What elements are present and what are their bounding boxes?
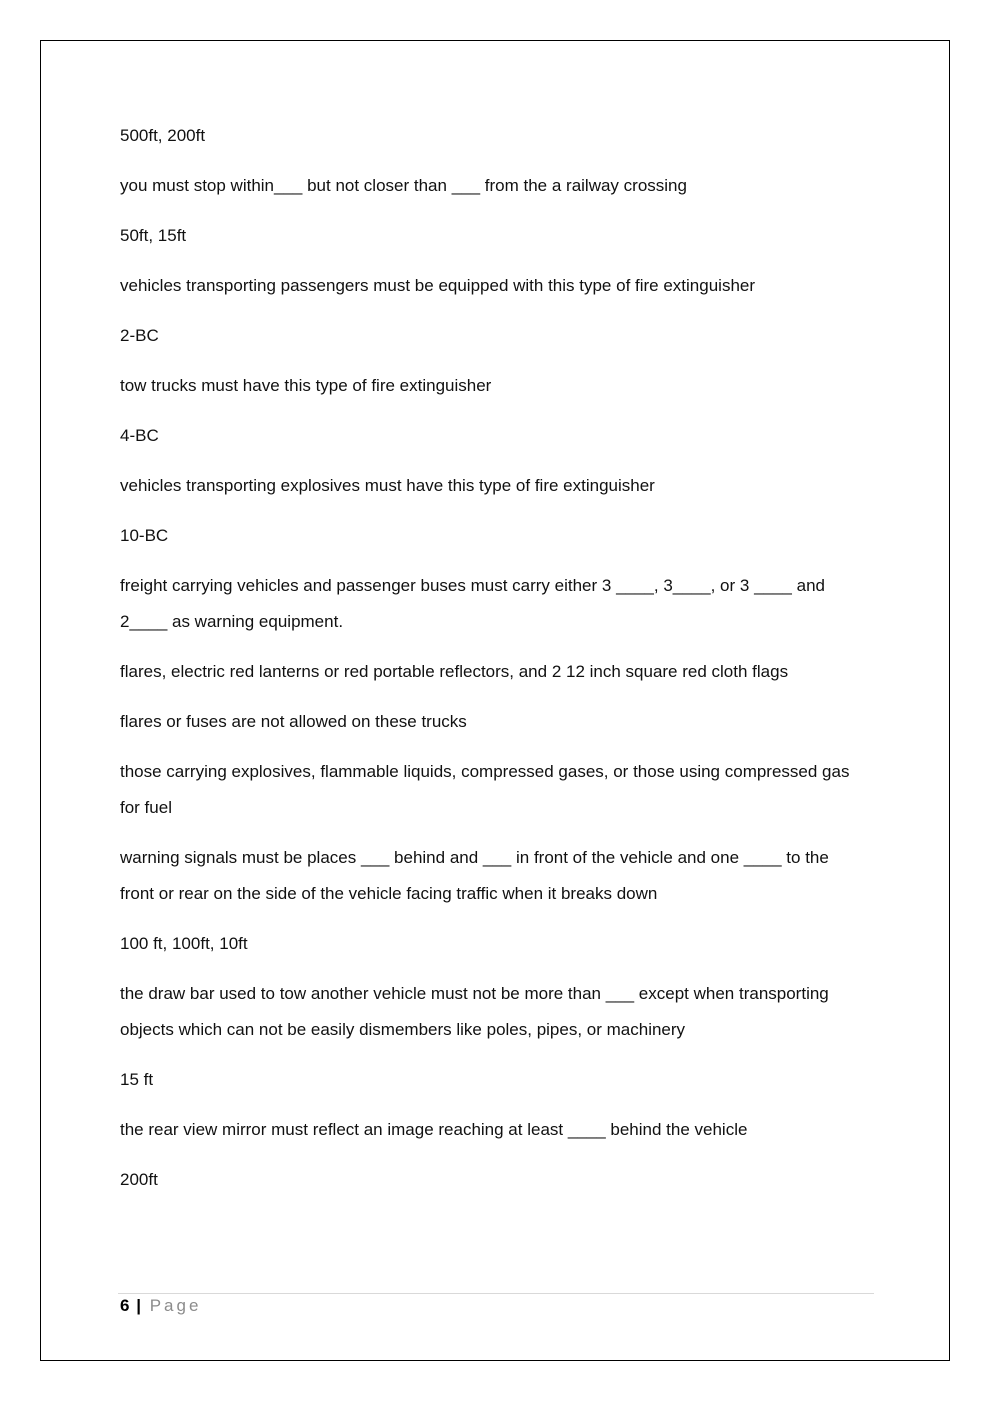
paragraph: 50ft, 15ft (120, 226, 187, 245)
paragraph: 500ft, 200ft (120, 126, 206, 145)
paragraph: 15 ft (120, 1070, 154, 1089)
paragraph: tow trucks must have this type of fire extinguisher (120, 376, 492, 395)
paragraph: vehicles transporting explosives must have this type of fire extinguisher (120, 476, 655, 495)
paragraph: freight carrying vehicles and passenger buses must carry either 3 ____, 3____, or 3 ____ and 2____ as warning equipment. (120, 576, 825, 631)
paragraph: 10-BC (120, 526, 169, 545)
page-number: 6 (120, 1296, 130, 1315)
footer-separator: | (136, 1296, 141, 1315)
paragraph: 4-BC (120, 426, 159, 445)
paragraph: 200ft (120, 1170, 158, 1189)
paragraph: the rear view mirror must reflect an image reaching at least ____ behind the vehicle (120, 1120, 748, 1139)
paragraph: warning signals must be places ___ behind and ___ in front of the vehicle and one ____ to the front or rear on the side of the vehicle facing traffic when it breaks down (120, 848, 829, 903)
page-footer (120, 1296, 201, 1316)
document-body (120, 118, 865, 1212)
paragraph: 100 ft, 100ft, 10ft (120, 934, 248, 953)
paragraph: 2-BC (120, 326, 159, 345)
paragraph: flares or fuses are not allowed on these trucks (120, 712, 467, 731)
paragraph: the draw bar used to tow another vehicle must not be more than ___ except when transporting objects which can not be easily dismembers like poles, pipes, or machinery (120, 984, 829, 1039)
footer-divider (118, 1293, 874, 1294)
page-label: Page (149, 1296, 202, 1315)
paragraph: flares, electric red lanterns or red portable reflectors, and 2 12 inch square red cloth flags (120, 662, 789, 681)
paragraph: you must stop within___ but not closer than ___ from the a railway crossing (120, 176, 687, 195)
paragraph: vehicles transporting passengers must be equipped with this type of fire extinguisher (120, 276, 756, 295)
paragraph: those carrying explosives, flammable liquids, compressed gases, or those using compressed gas for fuel (120, 762, 850, 817)
